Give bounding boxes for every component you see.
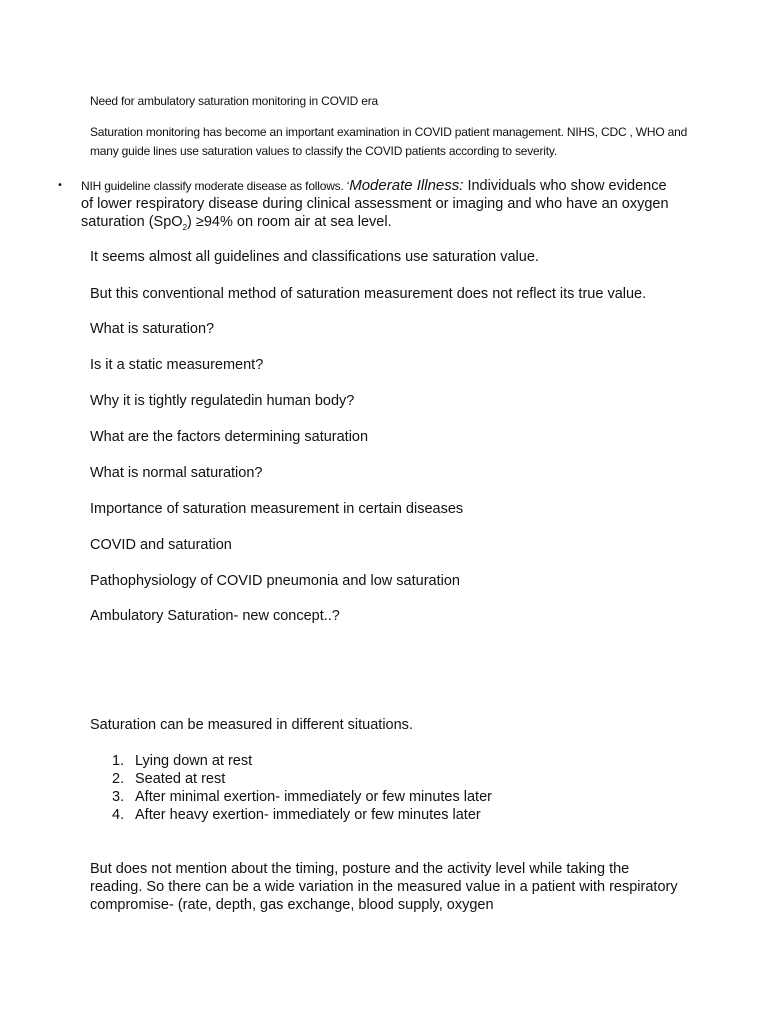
list-item-text: Seated at rest: [135, 771, 226, 787]
paragraph: COVID and saturation: [90, 537, 232, 553]
paragraph: It seems almost all guidelines and classifications use saturation value.: [90, 249, 539, 265]
situations-list: [90, 752, 492, 824]
list-item-text: Lying down at rest: [135, 753, 253, 769]
paragraph: But this conventional method of saturation measurement does not reflect its true value.: [90, 286, 647, 302]
paragraph: Is it a static measurement?: [90, 357, 264, 373]
list-item-number: 3.: [112, 789, 125, 805]
list-item-number: 4.: [112, 807, 125, 823]
list-item-text: After minimal exertion- immediately or few minutes later: [135, 789, 492, 805]
list-item: [90, 770, 492, 788]
situations-intro: Saturation can be measured in different situations.: [90, 717, 413, 733]
bullet-term: Moderate Illness:: [349, 177, 464, 194]
bullet-dot-icon: •: [57, 180, 63, 191]
closing-paragraph: But does not mention about the timing, posture and the activity level while taking the reading. So there can be a wide variation in the measured value in a patient with respiratory compromise- (rate, depth, gas exchange, blood supply, oxygen: [90, 861, 678, 913]
paragraph: What are the factors determining saturation: [90, 429, 369, 445]
list-item: [90, 752, 492, 770]
list-item-text: After heavy exertion- immediately or few minutes later: [135, 807, 481, 823]
document-title: Need for ambulatory saturation monitoring in COVID era: [90, 94, 379, 108]
paragraph: Why it is tightly regulatedin human body?: [90, 393, 355, 409]
paragraph: Ambulatory Saturation- new concept..?: [90, 608, 340, 624]
paragraph: What is saturation?: [90, 321, 215, 337]
list-item-number: 2.: [112, 771, 125, 787]
list-item-number: 1.: [112, 753, 125, 769]
bullet-body: Individuals who show evidence of lower respiratory disease during clinical assessment or imaging and who have an oxygen saturation (SpO: [81, 178, 669, 230]
bullet-lead: NIH guideline classify moderate disease as follows. ‘: [81, 179, 350, 193]
bullet-item: [57, 177, 677, 237]
paragraph: Importance of saturation measurement in certain diseases: [90, 501, 464, 517]
intro-paragraph: Saturation monitoring has become an important examination in COVID patient management. NIHS, CDC , WHO and many guide lines use saturation values to classify the COVID patients according to severity.: [90, 125, 688, 158]
paragraph: What is normal saturation?: [90, 465, 263, 481]
bullet-text: [81, 177, 677, 237]
bullet-body-end: ) ≥94% on room air at sea level.: [187, 214, 392, 230]
list-item: [90, 788, 492, 806]
bullet-subscript: 2: [182, 222, 188, 232]
list-item: [90, 806, 492, 824]
paragraph: Pathophysiology of COVID pneumonia and low saturation: [90, 573, 460, 589]
